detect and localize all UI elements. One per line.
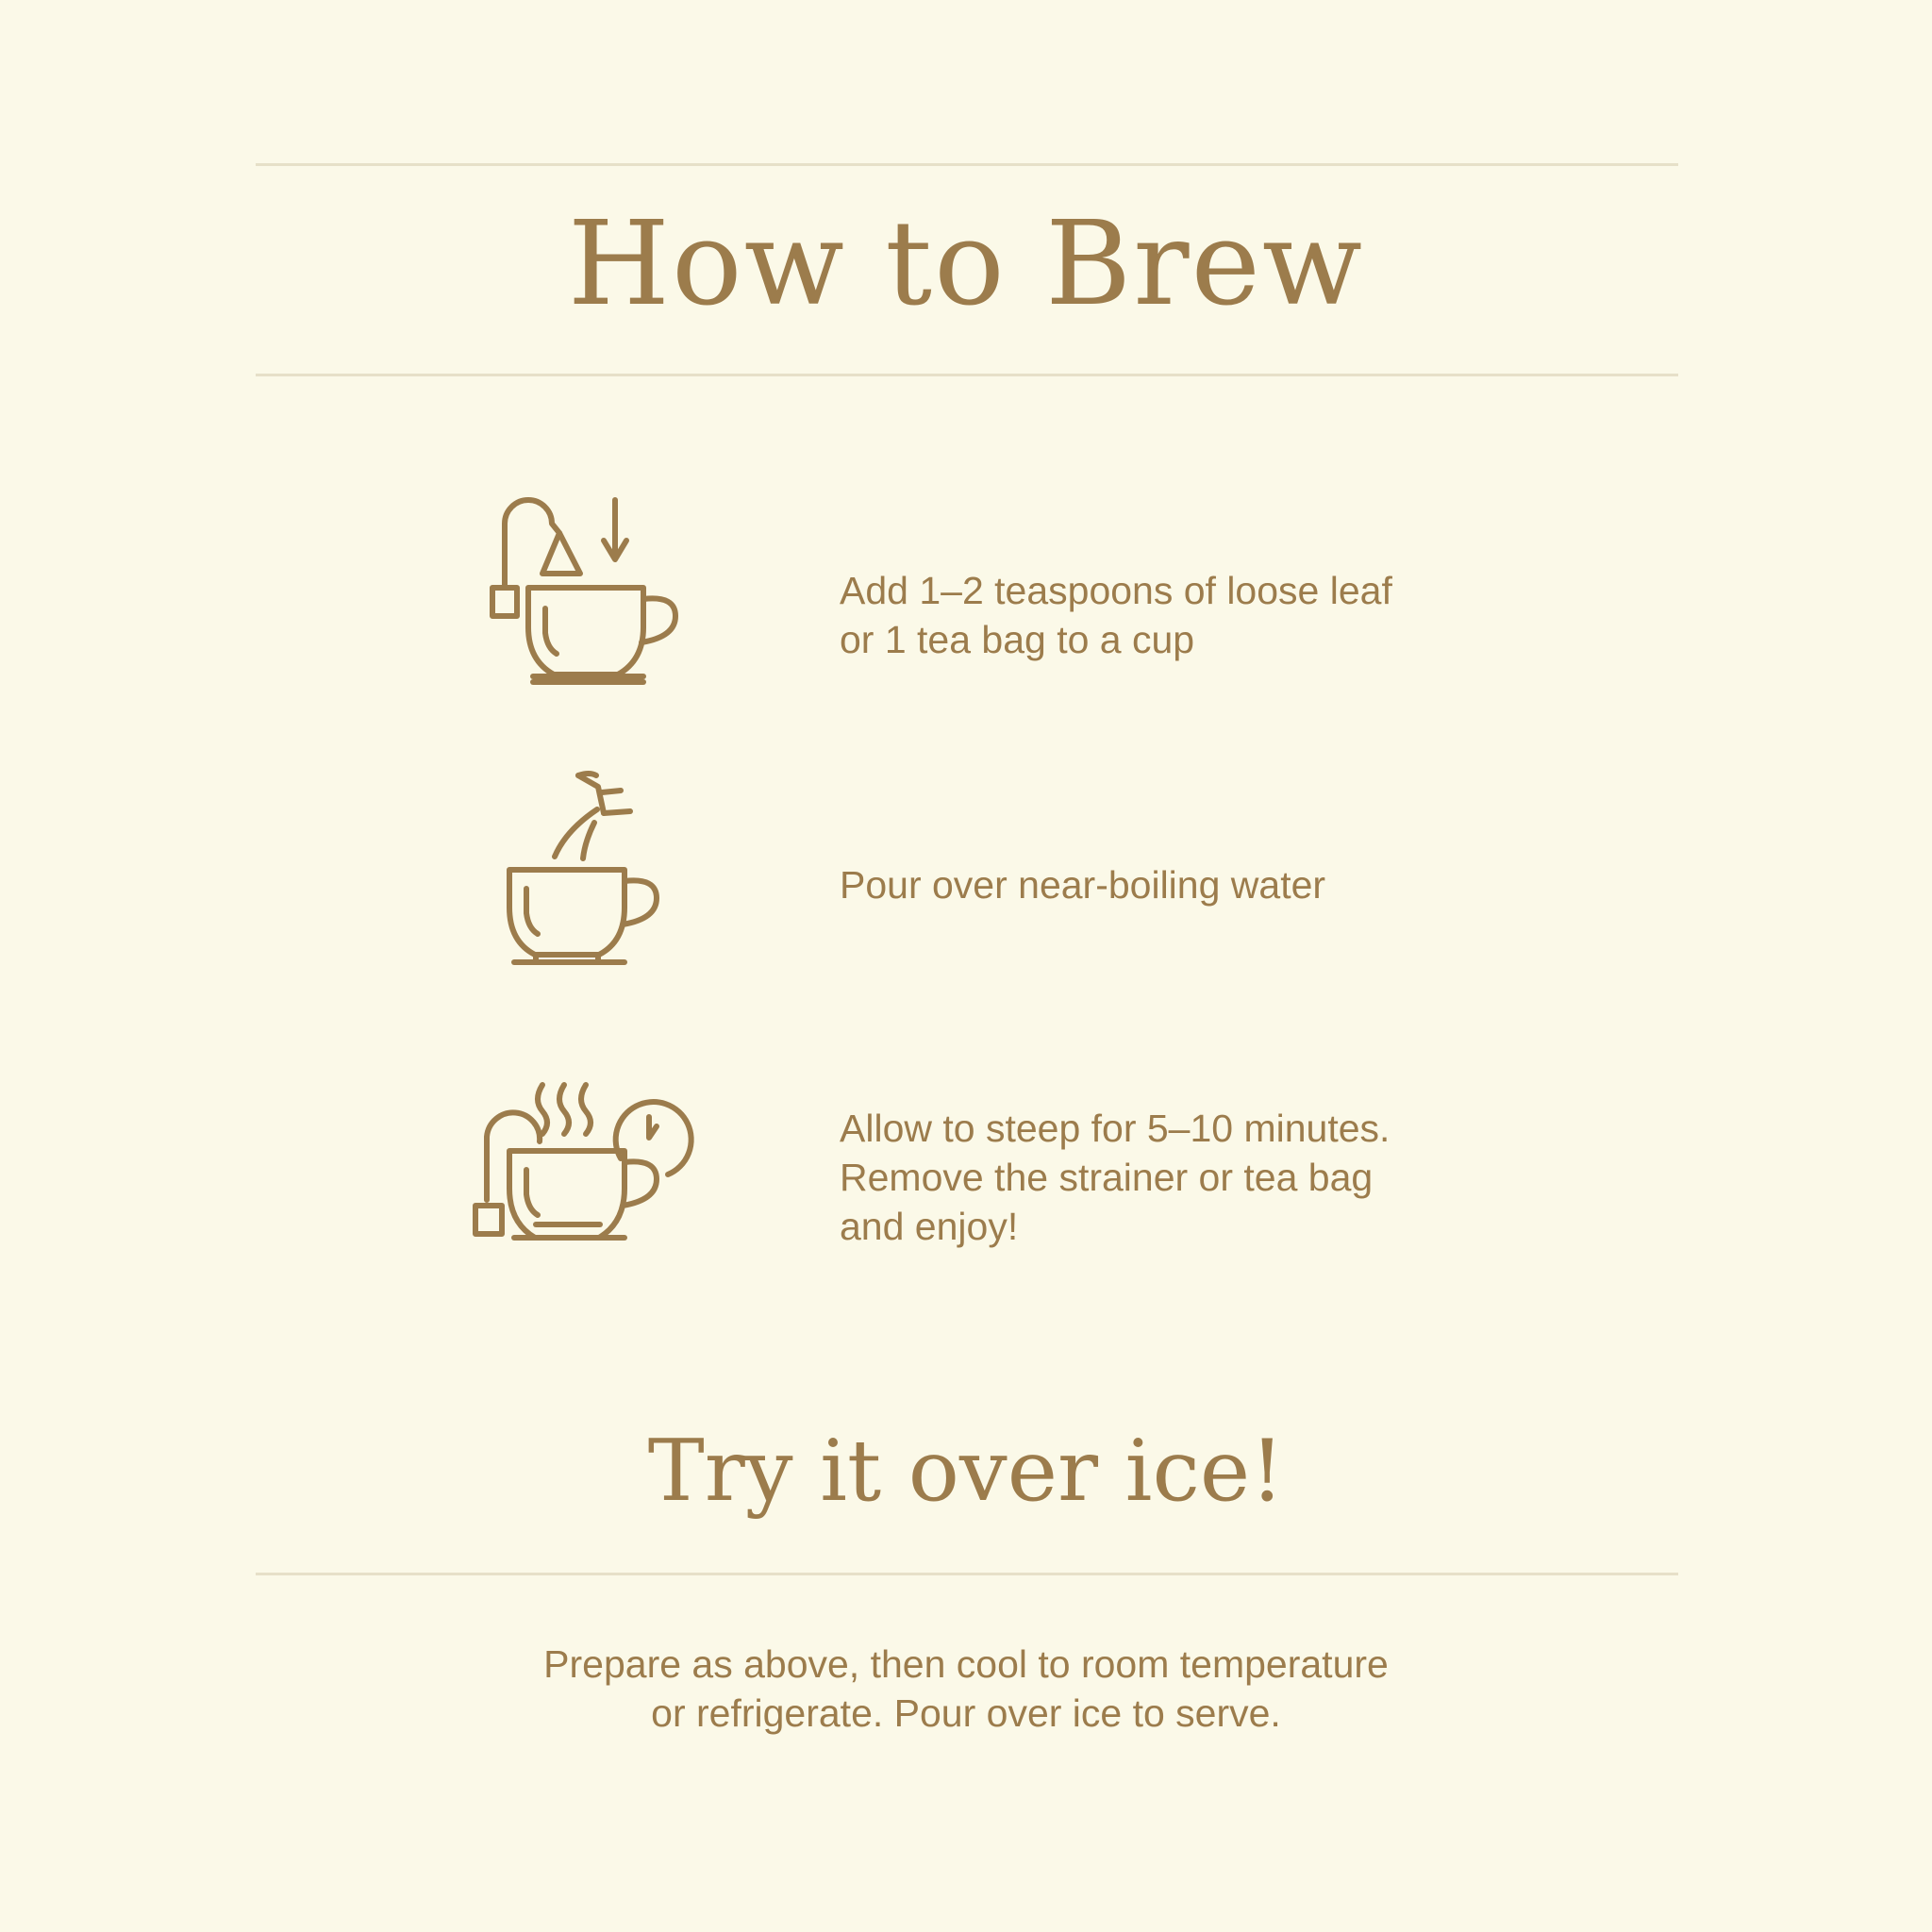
iced-instructions bbox=[396, 1640, 1536, 1738]
pour-water-into-cup-icon bbox=[462, 755, 726, 981]
top-divider bbox=[256, 163, 1678, 166]
step-2-text bbox=[840, 860, 1557, 909]
iced-line-1: Prepare as above, then cool to room temperature bbox=[543, 1642, 1389, 1686]
iced-title: Try it over ice! bbox=[647, 1422, 1285, 1521]
tea-bag-into-cup-icon bbox=[462, 476, 726, 703]
page-title: How to Brew bbox=[567, 196, 1365, 332]
step-3-line-1: Allow to steep for 5–10 minutes. bbox=[840, 1107, 1391, 1150]
step-2-line-1: Pour over near-boiling water bbox=[840, 863, 1326, 907]
step-3-line-3: and enjoy! bbox=[840, 1205, 1019, 1248]
title-divider bbox=[256, 374, 1678, 376]
step-1-line-2: or 1 tea bag to a cup bbox=[840, 618, 1195, 661]
iced-line-2: or refrigerate. Pour over ice to serve. bbox=[651, 1691, 1281, 1735]
step-3-text bbox=[840, 1104, 1557, 1251]
iced-divider bbox=[256, 1573, 1678, 1575]
step-1-line-1: Add 1–2 teaspoons of loose leaf bbox=[840, 569, 1392, 612]
steeping-cup-timer-icon bbox=[462, 1066, 726, 1292]
step-3-line-2: Remove the strainer or tea bag bbox=[840, 1156, 1374, 1199]
step-1-text bbox=[840, 566, 1557, 664]
